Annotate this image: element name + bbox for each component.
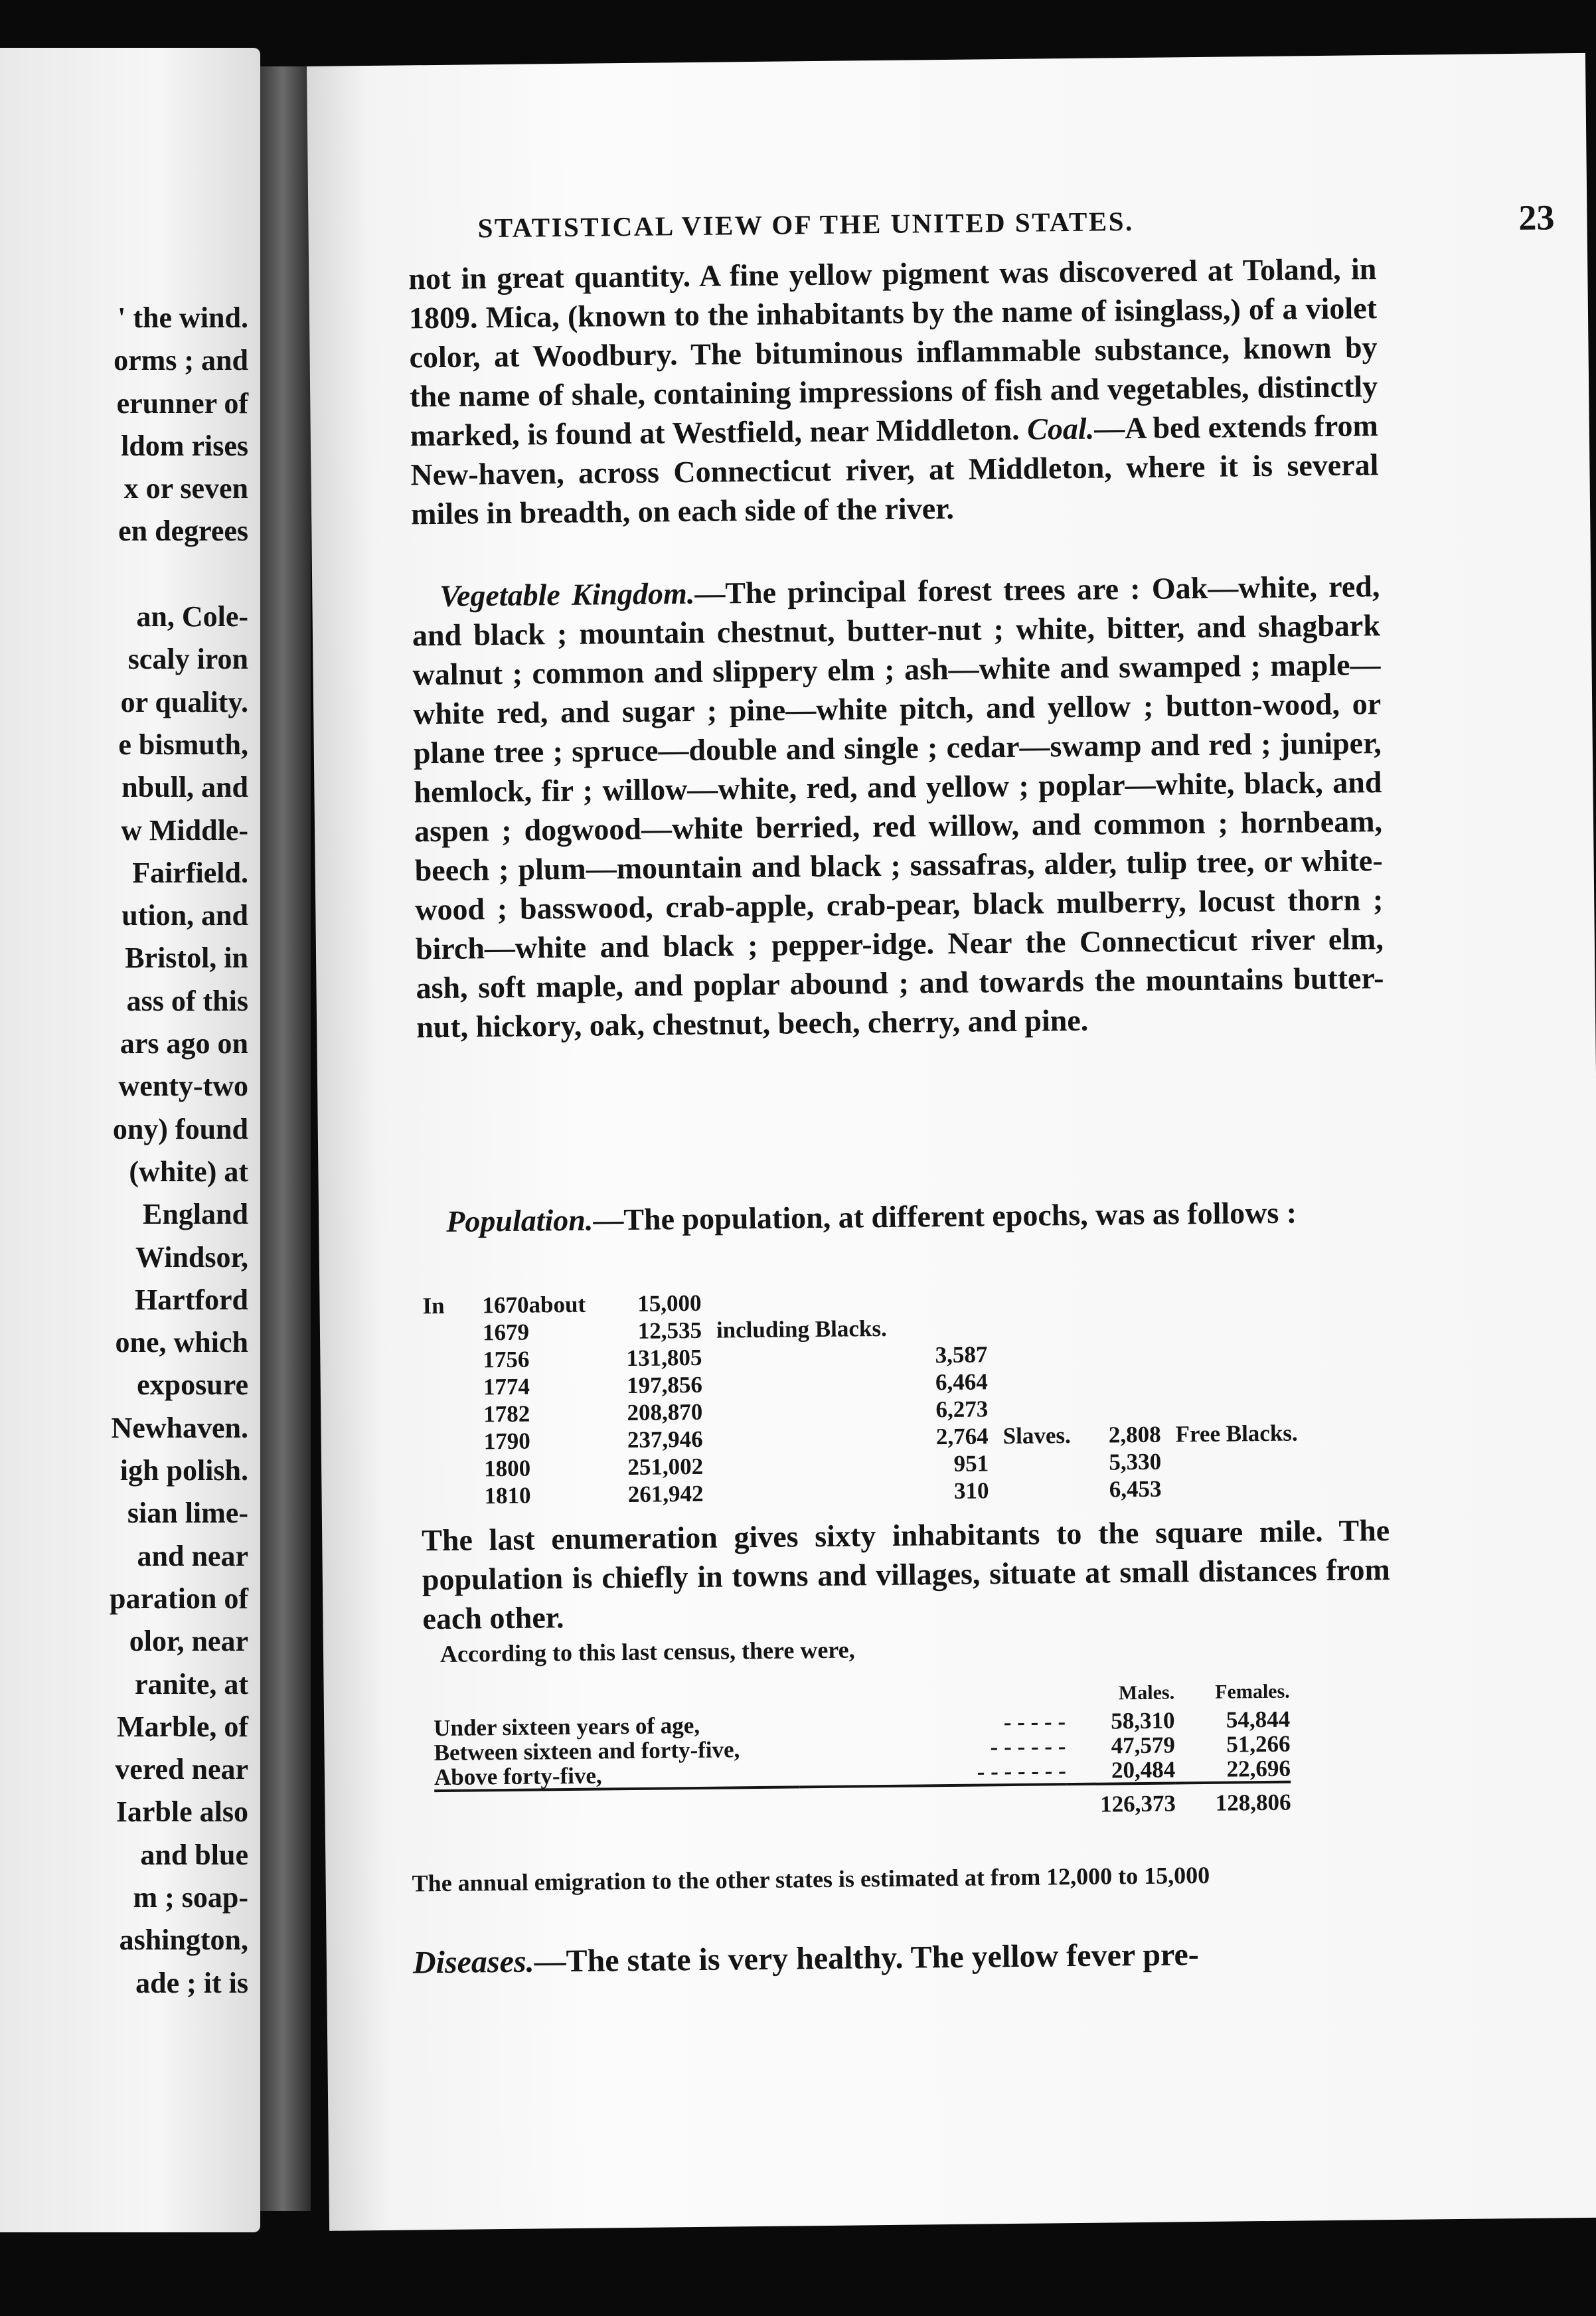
vegetable-heading: Vegetable Kingdom. bbox=[439, 576, 695, 613]
population-cell-total: 197,856 bbox=[626, 1371, 703, 1399]
population-text: —The population, at different epochs, was as follows : bbox=[593, 1195, 1297, 1237]
left-page-line: Newhaven. bbox=[111, 1411, 248, 1444]
left-page-line: erunner of bbox=[116, 386, 248, 420]
left-page-line: scaly iron bbox=[127, 643, 248, 676]
census-cell-males: 20,484 bbox=[1111, 1756, 1176, 1783]
population-cell-total: 15,000 bbox=[637, 1289, 702, 1317]
population-cell-free bbox=[1086, 1285, 1159, 1313]
left-page-line: sian lime- bbox=[127, 1497, 248, 1530]
emigration-note: The annual emigration to the other states is estimated at from 12,000 to 15,000 bbox=[412, 1861, 1210, 1897]
population-cell-prefix bbox=[424, 1455, 484, 1483]
census-cell-dots: - - - - - - - bbox=[977, 1758, 1066, 1785]
population-cell-year: 1810 bbox=[484, 1482, 531, 1509]
left-page-line: e bismuth, bbox=[118, 728, 248, 761]
left-page-line: m ; soap- bbox=[133, 1880, 248, 1914]
left-page-line: and near bbox=[137, 1539, 248, 1572]
left-page-line: ade ; it is bbox=[135, 1966, 248, 1999]
vegetable-paragraph bbox=[412, 566, 1384, 1046]
left-page-line: one, which bbox=[115, 1326, 248, 1359]
females-total: 128,806 bbox=[1176, 1782, 1291, 1816]
left-page-line: ution, and bbox=[121, 899, 248, 932]
diseases-paragraph bbox=[413, 1934, 1396, 1981]
left-page-line: ars ago on bbox=[120, 1027, 248, 1060]
census-caption: According to this last census, there were, bbox=[439, 1636, 855, 1668]
population-cell-about bbox=[529, 1318, 596, 1346]
left-page-line: w Middle- bbox=[121, 813, 248, 847]
population-cell-blacks: 6,464 bbox=[935, 1368, 989, 1396]
census-cell-label: Above forty-five, bbox=[434, 1762, 602, 1791]
population-cell-total: 131,805 bbox=[626, 1344, 702, 1372]
population-cell-about bbox=[529, 1345, 596, 1373]
population-cell-total: 237,946 bbox=[627, 1426, 703, 1453]
census-cell-dots: - - - - - - bbox=[990, 1733, 1066, 1760]
left-page-line: paration of bbox=[110, 1582, 248, 1615]
population-cell-prefix bbox=[423, 1319, 483, 1347]
males-total: 126,373 bbox=[1066, 1783, 1176, 1817]
population-heading: Population. bbox=[445, 1202, 594, 1238]
population-cell-prefix bbox=[424, 1400, 483, 1428]
left-page-line: ass of this bbox=[126, 984, 248, 1017]
population-cell-about bbox=[530, 1481, 597, 1509]
census-cell-females: 22,696 bbox=[1226, 1755, 1291, 1782]
population-cell-free-label bbox=[1161, 1473, 1354, 1503]
left-page-line: Fairfield. bbox=[132, 856, 248, 889]
left-page-line: or quality. bbox=[120, 685, 248, 718]
population-cell-blacks: 310 bbox=[953, 1477, 989, 1504]
population-cell-about bbox=[530, 1372, 596, 1400]
population-cell-slaves-label bbox=[988, 1394, 1087, 1423]
left-page bbox=[0, 48, 260, 2232]
population-cell-free: 5,330 bbox=[1109, 1448, 1162, 1475]
minerals-paragraph bbox=[408, 249, 1379, 533]
left-page-text bbox=[110, 297, 248, 2005]
population-cell-total: 12,535 bbox=[637, 1317, 702, 1344]
population-cell-free bbox=[1087, 1312, 1160, 1340]
population-cell-prefix bbox=[424, 1428, 483, 1455]
population-cell-free-label bbox=[1160, 1365, 1353, 1394]
population-cell-free-label: Free Blacks. bbox=[1175, 1420, 1298, 1448]
left-page-line: vered near bbox=[115, 1753, 248, 1786]
book-spine bbox=[260, 66, 311, 2211]
left-page-line: ldom rises bbox=[121, 429, 248, 462]
left-page-line: ranite, at bbox=[134, 1667, 248, 1700]
diseases-text: —The state is very healthy. The yellow fever pre- bbox=[534, 1937, 1199, 1979]
population-cell-blacks: 2,764 bbox=[935, 1423, 989, 1450]
population-cell-blacks: 6,273 bbox=[935, 1396, 989, 1423]
population-cell-prefix: In bbox=[422, 1292, 445, 1319]
males-header: Males. bbox=[1118, 1681, 1175, 1704]
population-cell-slaves-label bbox=[987, 1340, 1087, 1368]
population-cell-free: 2,808 bbox=[1108, 1421, 1161, 1448]
population-cell-free bbox=[1087, 1366, 1160, 1394]
left-page-line: Windsor, bbox=[135, 1240, 248, 1274]
population-cell-slaves-label bbox=[987, 1285, 1086, 1314]
census-cell-females: 54,844 bbox=[1226, 1706, 1291, 1733]
population-cell-note bbox=[703, 1478, 902, 1507]
population-cell-year: 1790 bbox=[483, 1428, 530, 1455]
population-cell-note bbox=[702, 1396, 902, 1426]
census-cell-label: Under sixteen years of age, bbox=[434, 1712, 700, 1742]
left-page-line: igh polish. bbox=[120, 1454, 248, 1487]
left-page-line: ony) found bbox=[112, 1112, 248, 1145]
left-page-line: x or seven bbox=[123, 472, 248, 505]
page-header bbox=[477, 197, 1555, 252]
census-cell-males: 47,579 bbox=[1111, 1732, 1176, 1759]
population-cell-year: 1756 bbox=[483, 1346, 530, 1373]
population-cell-prefix bbox=[423, 1346, 483, 1374]
coal-heading: Coal. bbox=[1026, 411, 1095, 446]
population-cell-year: 1679 bbox=[482, 1319, 530, 1346]
diseases-heading: Diseases. bbox=[412, 1944, 534, 1981]
population-cell-free bbox=[1087, 1339, 1160, 1367]
population-cell-free-label bbox=[1159, 1283, 1352, 1312]
left-page-line bbox=[110, 553, 248, 596]
population-cell-free bbox=[1087, 1394, 1160, 1422]
population-cell-year: 1670 bbox=[482, 1291, 529, 1319]
population-cell-note: including Blacks. bbox=[716, 1315, 887, 1343]
minerals-text: not in great quantity. A fine yellow pigment was discovered at Toland, in 1809. Mica, (known to the inhabitants by the name of isinglass,) of a violet color, at Woodbury. The bituminous inflammable substance, known by the name of shale, containing impressions of fish and vegetables, distinctly marked, is found at Westfield, near Middleton. bbox=[408, 252, 1378, 453]
census-age-table bbox=[434, 1681, 1291, 1823]
left-page-line: Hartford bbox=[134, 1283, 248, 1316]
population-cell-blacks: 3,587 bbox=[935, 1341, 988, 1368]
left-page-line: ashington, bbox=[119, 1924, 248, 1957]
coal-text: —A bed extends from New-haven, across Connecticut river, at Middleton, where it is several miles in breadth, on each side of the river. bbox=[410, 408, 1379, 531]
population-cell-about bbox=[530, 1400, 596, 1428]
population-cell-free-label bbox=[1160, 1392, 1353, 1421]
left-page-line: and blue bbox=[140, 1838, 248, 1871]
population-cell-slaves-label bbox=[989, 1449, 1088, 1477]
population-cell-total: 208,870 bbox=[627, 1398, 703, 1426]
census-cell-label: Between sixteen and forty-five, bbox=[434, 1736, 740, 1766]
population-cell-about bbox=[530, 1454, 597, 1482]
population-cell-note bbox=[701, 1287, 900, 1317]
population-cell-free: 6,453 bbox=[1109, 1475, 1162, 1503]
population-paragraph bbox=[418, 1192, 1387, 1241]
population-cell-blacks bbox=[900, 1286, 987, 1314]
census-cell-males: 58,310 bbox=[1111, 1707, 1175, 1734]
population-cell-total: 251,002 bbox=[627, 1453, 704, 1481]
census-cell-females: 51,266 bbox=[1226, 1730, 1291, 1758]
left-page-line: England bbox=[143, 1198, 248, 1231]
running-title: STATISTICAL VIEW OF THE UNITED STATES. bbox=[477, 205, 1134, 244]
density-paragraph bbox=[422, 1511, 1391, 1638]
population-cell-year: 1782 bbox=[483, 1400, 530, 1428]
left-page-line: nbull, and bbox=[121, 771, 248, 804]
population-cell-free-label bbox=[1161, 1446, 1354, 1475]
population-cell-prefix bbox=[424, 1373, 483, 1401]
right-page bbox=[307, 53, 1596, 2231]
population-cell-slaves-label bbox=[987, 1313, 1087, 1341]
population-cell-blacks bbox=[901, 1313, 987, 1341]
population-cell-blacks: 951 bbox=[953, 1450, 989, 1477]
left-page-line: Bristol, in bbox=[125, 942, 248, 975]
females-header: Females. bbox=[1215, 1680, 1290, 1703]
census-cell-dots: - - - - - bbox=[1003, 1708, 1066, 1736]
population-cell-slaves-label bbox=[988, 1367, 1087, 1396]
page-number: 23 bbox=[1518, 197, 1555, 238]
left-page-line: olor, near bbox=[129, 1625, 248, 1658]
population-cell-note bbox=[702, 1424, 902, 1453]
population-cell-note bbox=[703, 1451, 902, 1480]
population-cell-year: 1774 bbox=[483, 1373, 530, 1400]
population-table bbox=[422, 1283, 1354, 1511]
population-cell-year: 1800 bbox=[483, 1455, 531, 1482]
population-cell-note bbox=[702, 1342, 901, 1371]
population-cell-prefix bbox=[424, 1482, 484, 1510]
left-page-line: ' the wind. bbox=[118, 301, 248, 334]
population-cell-free-label bbox=[1160, 1310, 1352, 1339]
left-page-line: Marble, of bbox=[117, 1710, 248, 1743]
density-text: The last enumeration gives sixty inhabitants to the square mile. The population is chiefly in towns and villages, situate at small distances from each other. bbox=[421, 1513, 1391, 1636]
population-cell-slaves-label bbox=[989, 1476, 1088, 1505]
vegetable-text: —The principal forest trees are : Oak—white, red, and black ; mountain chestnut, butter-nut ; white, bitter, and shagbark walnut ; common and slippery elm ; ash—white and swamped ; maple—white red, and sugar ; pine—white pitch, and yellow ; button-wood, or plane tree ; spruce—double and single ; cedar—swamp and red ; juniper, hemlock, fir ; willow—white, red, and yellow ; poplar—white, black, and aspen ; dogwood—white berried, red willow, and common ; hornbeam, beech ; plum—mountain and black ; sassafras, alder, tulip tree, or white-wood ; basswood, crab-apple, crab-pear, black mulberry, locust thorn ; birch—white and black ; pepper-idge. Near the Connecticut river elm, ash, soft maple, and poplar abound ; and towards the mountains butter-nut, hickory, oak, chestnut, beech, cherry, and pine. bbox=[412, 569, 1384, 1044]
left-page-line: exposure bbox=[137, 1368, 248, 1402]
left-page-line: Iarble also bbox=[116, 1795, 248, 1829]
population-cell-slaves-label: Slaves. bbox=[1002, 1422, 1071, 1449]
population-cell-free-label bbox=[1160, 1337, 1352, 1366]
population-cell-about: about bbox=[528, 1291, 586, 1318]
population-cell-about bbox=[530, 1427, 596, 1455]
left-page-line: (white) at bbox=[129, 1155, 248, 1188]
left-page-line: en degrees bbox=[118, 515, 248, 548]
population-cell-total: 261,942 bbox=[627, 1480, 704, 1508]
left-page-line: an, Cole- bbox=[136, 600, 248, 633]
population-cell-note bbox=[702, 1369, 902, 1398]
left-page-line: orms ; and bbox=[114, 344, 248, 377]
left-page-line: wenty-two bbox=[118, 1070, 248, 1103]
